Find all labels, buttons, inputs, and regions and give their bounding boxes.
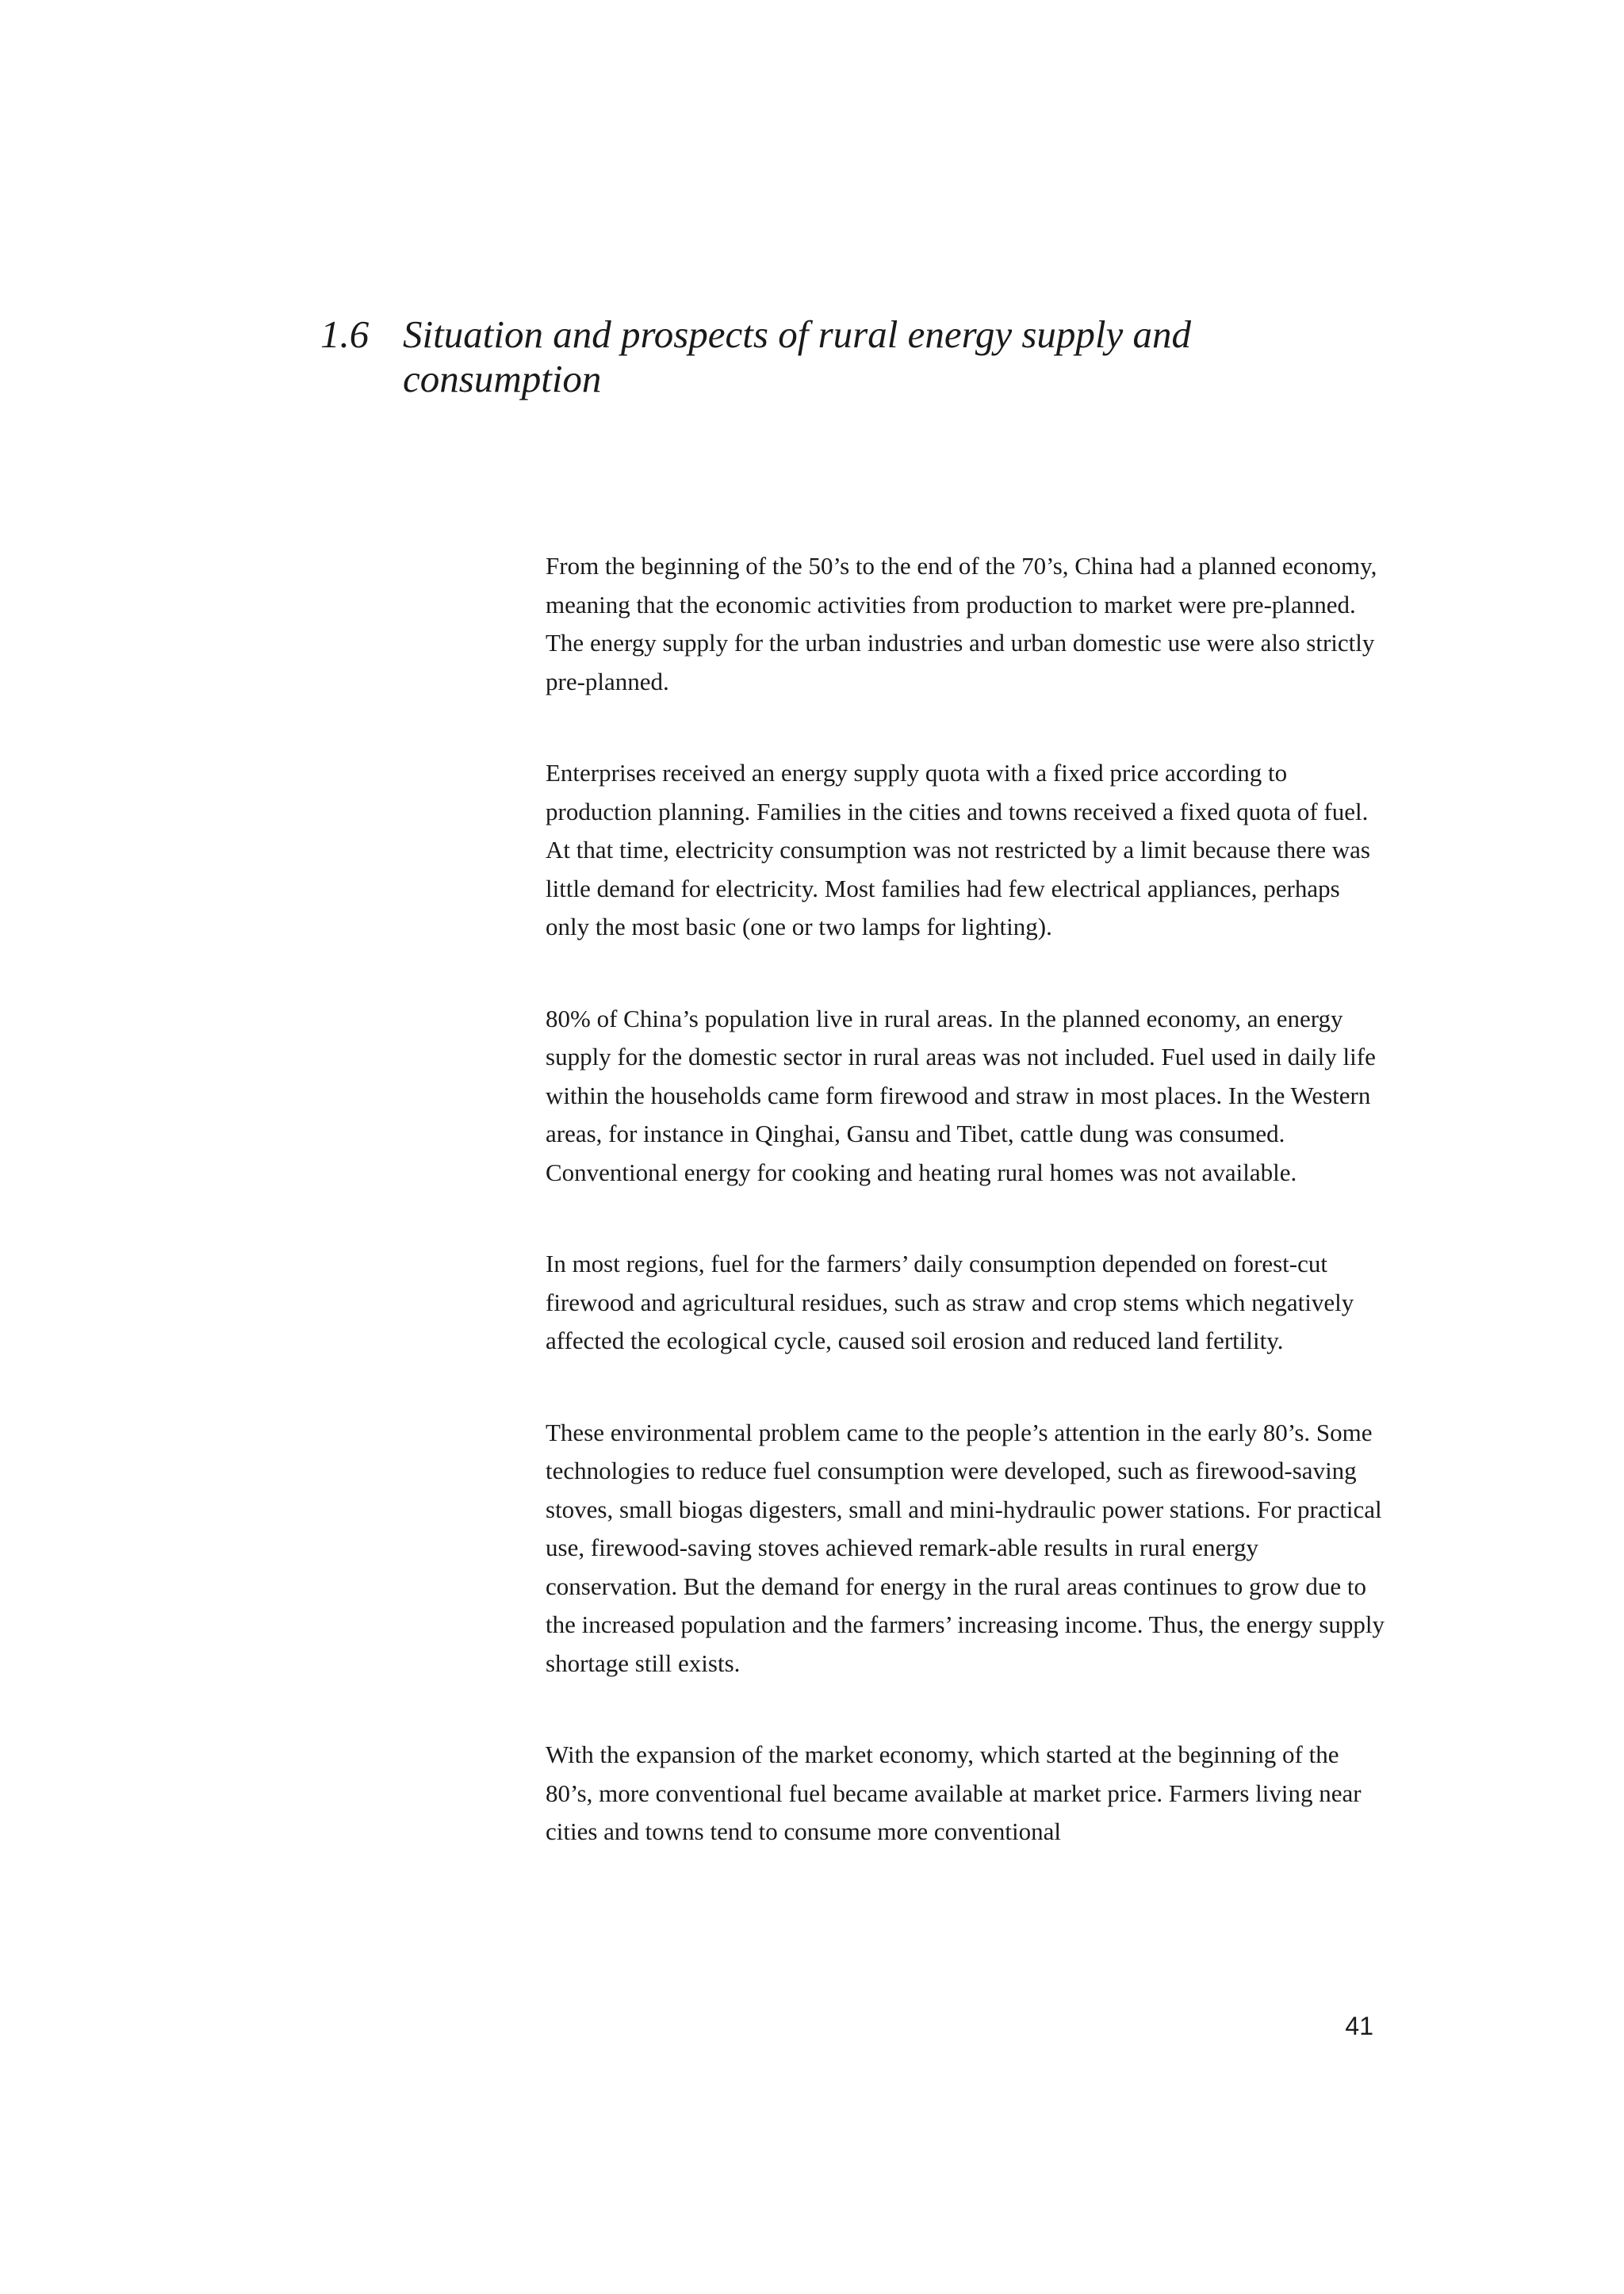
section-heading bbox=[320, 312, 1351, 401]
paragraph: 80% of China’s population live in rural areas. In the planned economy, an energy supply for the domestic sector in rural areas was not included. Fuel used in daily life within the households came form firewood and straw in most places. In the Western areas, for instance in Qinghai, Gansu and Tibet, cattle dung was consumed. Conventional energy for cooking and heating rural homes was not available. bbox=[546, 1004, 1376, 1186]
paragraph: With the expansion of the market economy, which started at the beginning of the 80’s, more conventional fuel became available at market price. Farmers living near cities and towns tend to consume more conventional bbox=[546, 1741, 1362, 1845]
paragraph: These environmental problem came to the people’s attention in the early 80’s. Some technologies to reduce fuel consumption were developed, such as firewood-saving stoves, small biogas digesters, small and mini-hydraulic power stations. For practical use, firewood-saving stoves achieved remark-able results in rural energy conservation. But the demand for energy in the rural areas continues to grow due to the increased population and the farmers’ increasing income. Thus, the energy supply shortage still exists. bbox=[546, 1418, 1385, 1677]
section-number: 1.6 bbox=[320, 312, 370, 356]
body-text bbox=[546, 547, 1386, 1905]
page-number: 41 bbox=[1345, 2012, 1373, 2040]
paragraph: From the beginning of the 50’s to the end of the 70’s, China had a planned economy, meaning that the economic activities from production to market were pre-planned. The energy supply for the urban industries and urban domestic use were also strictly pre-planned. bbox=[546, 552, 1377, 695]
paragraph: Enterprises received an energy supply quota with a fixed price according to production planning. Families in the cities and towns received a fixed quota of fuel. At that time, electricity consumption was not restricted by a limit because there was little demand for electricity. Most families had few electrical appliances, perhaps only the most basic (one or two lamps for lighting). bbox=[546, 759, 1370, 940]
paragraph: In most regions, fuel for the farmers’ daily consumption depended on forest-cut firewood and agricultural residues, such as straw and crop stems which negatively affected the ecological cycle, caused soil erosion and reduced land fertility. bbox=[546, 1250, 1354, 1354]
section-title: Situation and prospects of rural energy supply and consumption bbox=[403, 312, 1191, 400]
